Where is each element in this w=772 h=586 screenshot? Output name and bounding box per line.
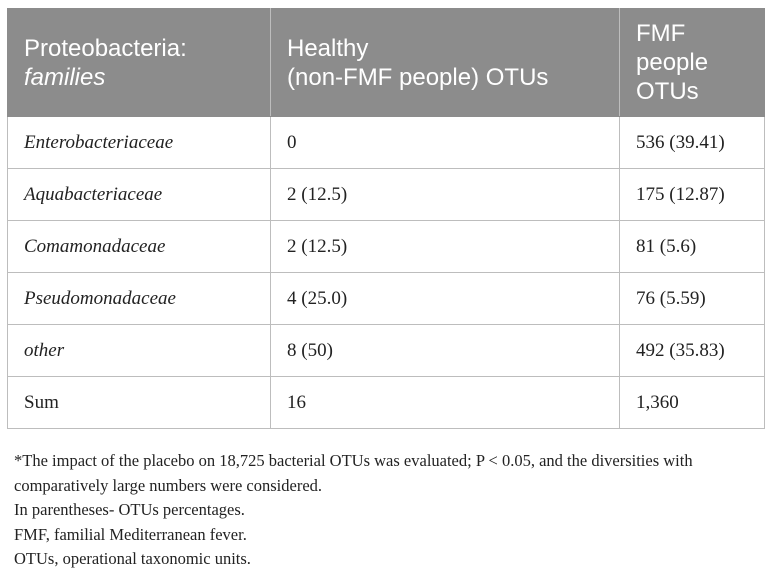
header-healthy-line2: (non-FMF people) OTUs [287, 63, 549, 91]
table-row [8, 273, 765, 325]
table-footnotes [14, 449, 762, 572]
fmf-cell: 492 (35.83) [620, 325, 765, 377]
table-header-row [8, 9, 765, 117]
header-families-line2: families [24, 63, 106, 91]
footnote: OTUs, operational taxonomic units. [14, 549, 251, 568]
fmf-cell: 76 (5.59) [620, 273, 765, 325]
footnote: In parentheses- OTUs percentages. [14, 500, 245, 519]
header-fmf [620, 9, 765, 117]
sum-label-cell: Sum [8, 377, 271, 429]
family-cell: other [8, 325, 271, 377]
healthy-cell: 2 (12.5) [271, 169, 620, 221]
header-healthy-line1: Healthy [287, 34, 369, 62]
family-cell: Comamonadaceae [8, 221, 271, 273]
table-row [8, 169, 765, 221]
table-row-sum [8, 377, 765, 429]
family-cell: Pseudomonadaceae [8, 273, 271, 325]
healthy-cell: 2 (12.5) [271, 221, 620, 273]
fmf-sum-cell: 1,360 [620, 377, 765, 429]
header-fmf-line3: OTUs [636, 78, 699, 105]
proteobacteria-table [7, 8, 765, 429]
table-row [8, 221, 765, 273]
family-cell: Enterobacteriaceae [8, 117, 271, 169]
healthy-sum-cell: 16 [271, 377, 620, 429]
healthy-cell: 4 (25.0) [271, 273, 620, 325]
header-families-line1: Proteobacteria: [24, 34, 187, 62]
healthy-cell: 8 (50) [271, 325, 620, 377]
header-fmf-line1: FMF [636, 20, 686, 47]
footnote: FMF, familial Mediterranean fever. [14, 524, 247, 544]
healthy-cell: 0 [271, 117, 620, 169]
header-families [8, 9, 271, 117]
table-row [8, 325, 765, 377]
family-cell: Aquabacteriaceae [8, 169, 271, 221]
data-table-container [7, 8, 764, 429]
fmf-cell: 81 (5.6) [620, 221, 765, 273]
fmf-cell: 536 (39.41) [620, 117, 765, 169]
fmf-cell: 175 (12.87) [620, 169, 765, 221]
header-healthy [271, 9, 620, 117]
table-row [8, 117, 765, 169]
footnote: *The impact of the placebo on 18,725 bacterial OTUs was evaluated; P < 0.05, and the diversities with comparatively large numbers were considered. [14, 451, 693, 495]
header-fmf-line2: people [636, 49, 709, 76]
